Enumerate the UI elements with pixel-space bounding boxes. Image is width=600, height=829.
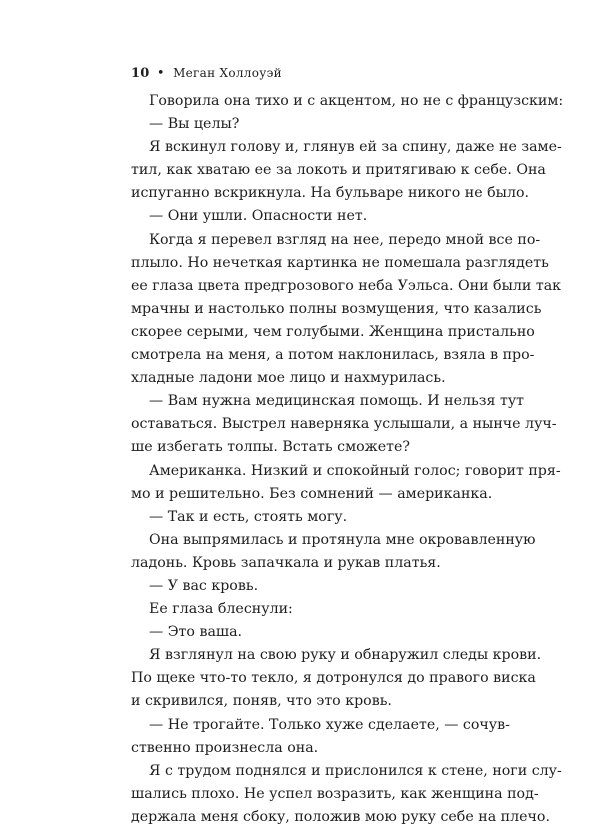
text-line: — Так и есть, стоять могу. — [149, 508, 348, 525]
text-line: Она выпрямилась и протянула мне окровавленную — [149, 531, 536, 548]
text-line: ше избегать толпы. Встать сможете? — [131, 439, 410, 456]
text-line: ственно произнесла она. — [131, 739, 319, 756]
text-line: плыло. Но нечеткая картинка не помешала разглядеть — [131, 254, 549, 271]
text-line: ее глаза цвета предгрозового неба Уэльса. Они были так — [131, 277, 562, 294]
text-line: — У вас кровь. — [149, 577, 259, 594]
body-text — [131, 90, 564, 829]
text-line: скорее серыми, чем голубыми. Женщина пристально — [131, 323, 535, 340]
text-line: ладонь. Кровь запачкала и рукав платья. — [131, 554, 441, 571]
text-line: Американка. Низкий и спокойный голос; говорит пря- — [149, 462, 561, 479]
text-line: оставаться. Выстрел наверняка услышали, а нынче луч- — [131, 416, 557, 433]
text-line: мрачны и настолько полны возмущения, что казались — [131, 300, 542, 317]
author-name: Меган Холлоуэй — [173, 66, 282, 80]
text-line: По щеке что-то текло, я дотронулся до правого виска — [131, 670, 536, 687]
text-line: испуганно вскрикнула. На бульваре никого не было. — [131, 185, 530, 202]
text-line: хладные ладони мое лицо и нахмурилась. — [131, 370, 446, 387]
text-line: и скривился, поняв, что это кровь. — [131, 693, 392, 710]
text-line: мо и решительно. Без сомнений — американка. — [131, 485, 493, 502]
text-line: — Вам нужна медицинская помощь. И нельзя тут — [149, 393, 525, 410]
text-line: Я взглянул на свою руку и обнаружил следы крови. — [149, 647, 542, 664]
text-line: — Они ушли. Опасности нет. — [149, 208, 368, 225]
running-head — [131, 66, 282, 81]
text-line: шались плохо. Не успел возразить, как женщина под- — [131, 785, 539, 802]
text-line: — Вы целы? — [149, 116, 240, 133]
text-line: смотрела на меня, а потом наклонилась, взяла в про- — [131, 347, 535, 364]
text-line: Я с трудом поднялся и прислонился к стене, ноги слу- — [149, 762, 562, 779]
text-line: Я вскинул голову и, глянув ей за спину, даже не заме- — [149, 139, 562, 156]
bullet-separator: • — [156, 66, 165, 81]
page-number: 10 — [131, 66, 150, 81]
text-line: — Это ваша. — [149, 624, 243, 641]
text-line: — Не трогайте. Только хуже сделаете, — сочув- — [149, 716, 510, 733]
text-line: тил, как хватаю ее за локоть и притягиваю к себе. Она — [131, 162, 546, 179]
text-line: Говорила она тихо и с акцентом, но не с французским: — [149, 93, 564, 109]
text-line: держала меня сбоку, положив мою руку себе на плечо. — [131, 808, 550, 825]
text-line: Когда я перевел взгляд на нее, передо мной все по- — [149, 231, 541, 248]
text-line: Ее глаза блеснули: — [149, 601, 293, 618]
